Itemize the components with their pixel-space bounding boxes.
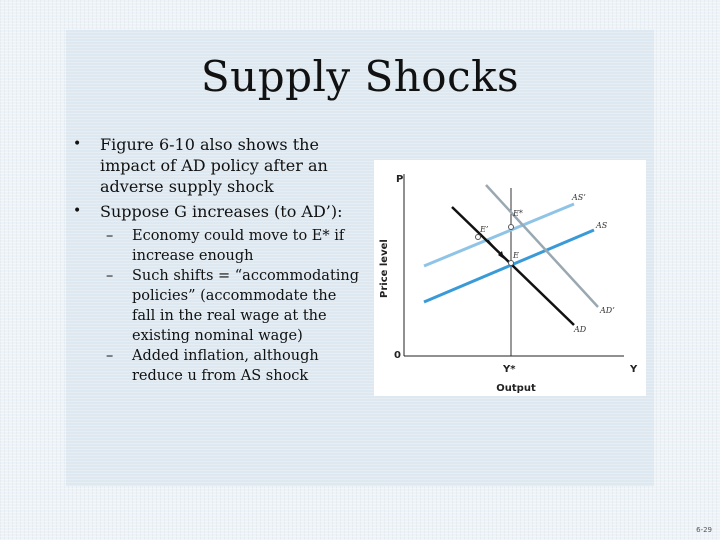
- sub-bullet-text: Such shifts = “accommodating policies” (accommodate the fall in the real wage at the existing nominal wage): [132, 268, 360, 344]
- as-curve: [424, 230, 594, 302]
- point-e-star-label: E*: [513, 209, 523, 218]
- slide-number: 6-29: [696, 526, 712, 534]
- ad-shifted-curve: [486, 185, 598, 307]
- bullet-text: Figure 6-10 also shows the impact of AD policy after an adverse supply shock: [100, 135, 328, 196]
- bullet-marker: •: [73, 203, 82, 219]
- x-axis-label: Output: [496, 383, 536, 394]
- potential-output-label: Y*: [503, 364, 516, 375]
- sub-bullet-marker: –: [106, 268, 114, 284]
- origin-label: 0: [394, 350, 401, 361]
- bullet-item: [70, 134, 360, 197]
- point-e: [509, 261, 514, 266]
- sub-bullet-item: [70, 226, 360, 266]
- ad-curve: [452, 207, 574, 325]
- sub-bullet-marker: –: [106, 348, 114, 364]
- point-e-star: [509, 225, 514, 230]
- slide-title: Supply Shocks: [200, 52, 520, 101]
- sub-bullet-item: [70, 346, 360, 386]
- point-e-prime: [476, 235, 481, 240]
- sub-bullet-text: Economy could move to E* if increase enough: [132, 228, 345, 264]
- as-shifted-label: AS’: [572, 193, 586, 202]
- x-axis-letter: Y: [630, 364, 638, 375]
- point-e-label: E: [513, 251, 519, 260]
- diagram-svg: [374, 160, 646, 396]
- ad-as-diagram: [374, 160, 646, 396]
- y-axis-label: Price level: [379, 239, 390, 298]
- ad-shifted-label: AD’: [600, 306, 615, 315]
- bullet-marker: •: [73, 136, 82, 152]
- bullet-item: [70, 201, 360, 222]
- sub-bullet-text: Added inflation, although reduce u from AS shock: [132, 348, 319, 384]
- as-label: AS: [596, 221, 608, 230]
- sub-bullet-item: [70, 266, 360, 346]
- y-axis-letter: P: [396, 174, 404, 185]
- bullet-text: Suppose G increases (to AD’):: [100, 202, 343, 221]
- point-e-prime-label: E’: [480, 225, 489, 234]
- ad-label: AD: [574, 325, 587, 334]
- sub-bullet-marker: –: [106, 228, 114, 244]
- sub-bullet-list: [70, 226, 360, 386]
- slide-content: [70, 134, 360, 386]
